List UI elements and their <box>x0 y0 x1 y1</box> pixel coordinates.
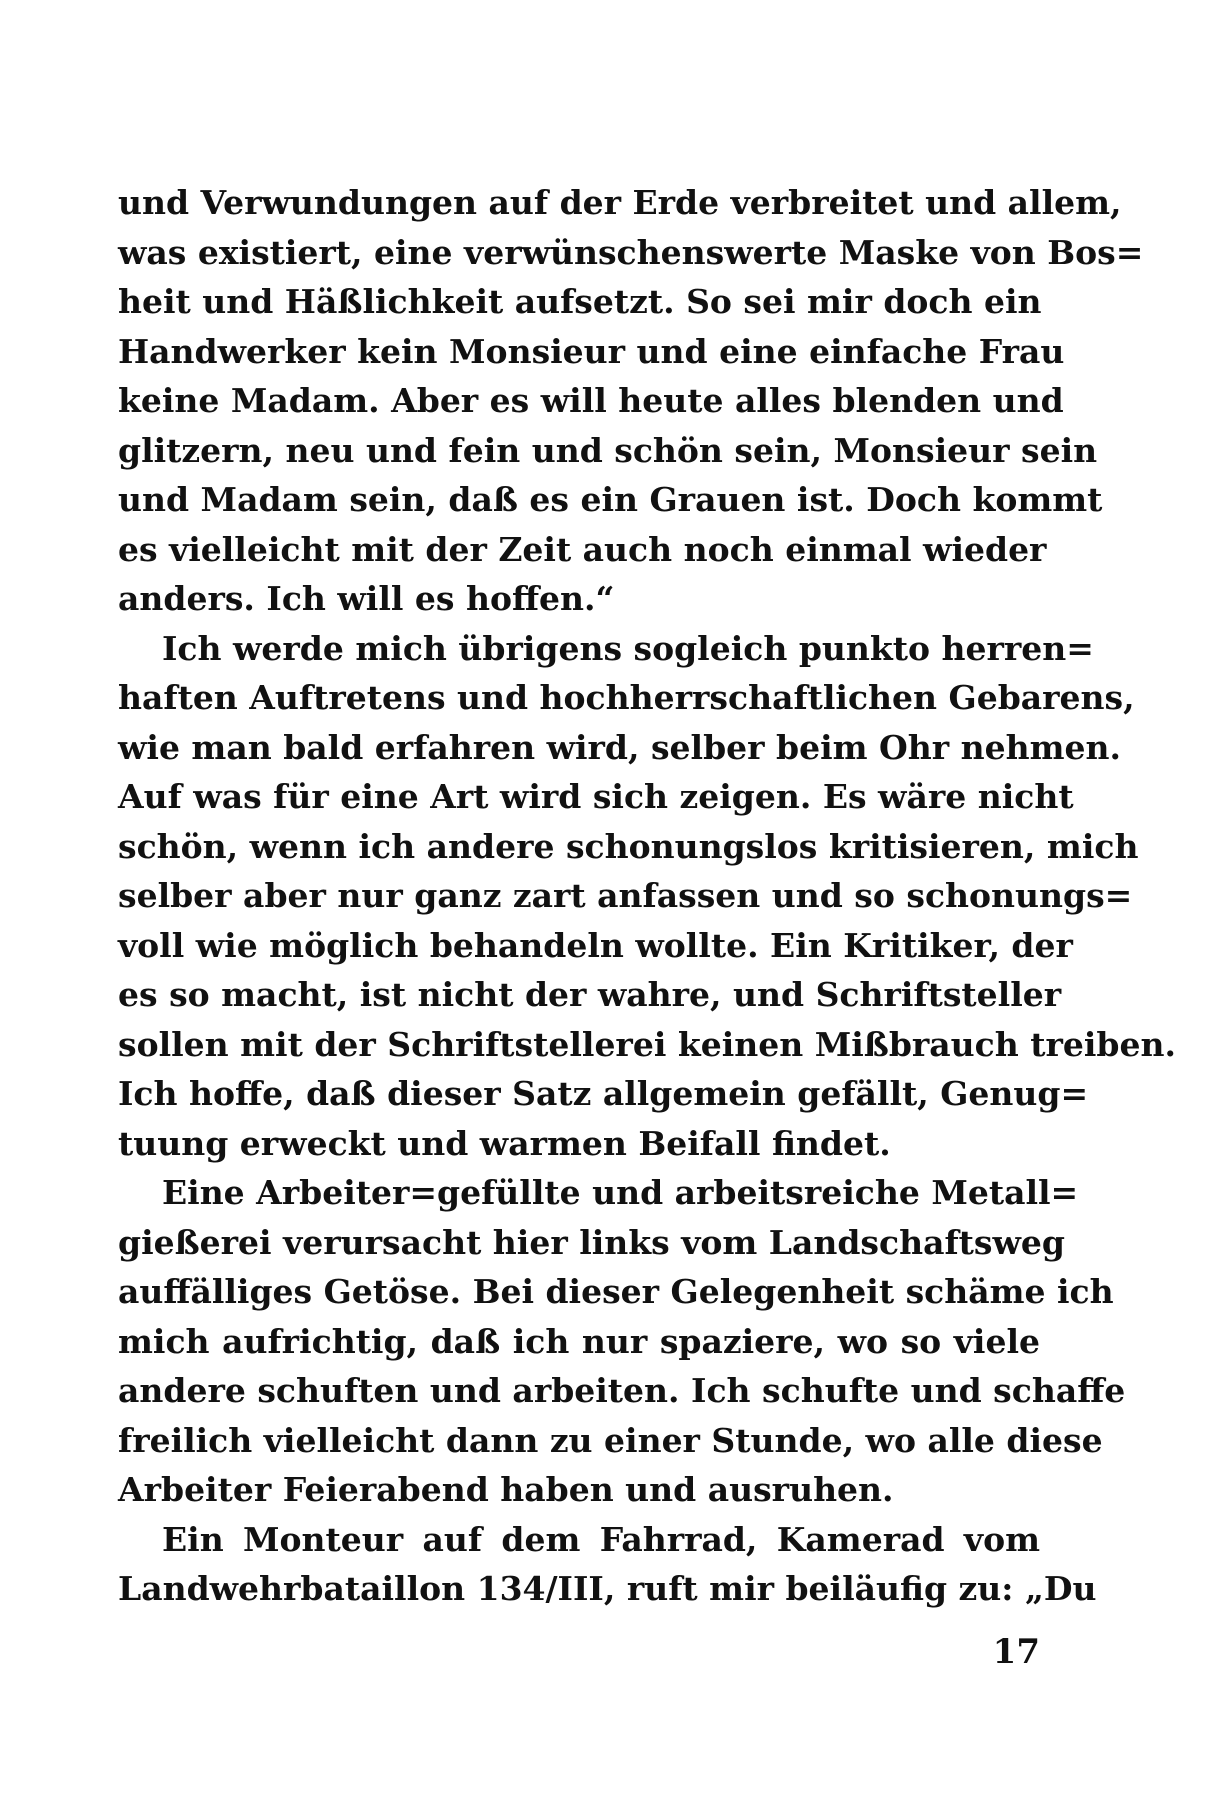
text-line: keine Madam. Aber es will heute alles blenden und <box>118 381 1064 420</box>
text-line: es so macht, ist nicht der wahre, und Schriftsteller <box>118 975 1062 1014</box>
text-line: Arbeiter Feierabend haben und ausruhen. <box>118 1470 894 1509</box>
text-line: schön, wenn ich andere schonungslos kritisieren, mich <box>118 826 1139 866</box>
text-line: haften Auftretens und hochherrschaftlichen Gebarens, <box>118 678 1135 717</box>
text-line: Ich hoffe, daß dieser Satz allgemein gefällt, Genug= <box>118 1074 1089 1113</box>
text-line: glitzern, neu und fein und schön sein, Monsieur sein <box>118 430 1098 470</box>
text-line: was existiert, eine verwünschenswerte Maske von Bos= <box>118 232 1144 272</box>
paragraph <box>118 1515 1097 1614</box>
text-line: und Verwundungen auf der Erde verbreitet und allem, <box>118 183 1122 222</box>
text-line: Auf was für eine Art wird sich zeigen. Es wäre nicht <box>118 777 1074 816</box>
text-line: voll wie möglich behandeln wollte. Ein Kritiker, der <box>118 925 1073 965</box>
text-line: Eine Arbeiter=gefüllte und arbeitsreiche Metall= <box>162 1173 1079 1212</box>
text-line: andere schuften und arbeiten. Ich schufte und schaffe <box>118 1371 1126 1410</box>
body-text <box>118 178 1176 1614</box>
text-line: heit und Häßlichkeit aufsetzt. So sei mir doch ein <box>118 282 1042 321</box>
text-line: gießerei verursacht hier links vom Landschaftsweg <box>118 1222 1065 1262</box>
text-line: anders. Ich will es hoffen.“ <box>118 579 615 618</box>
text-line: auffälliges Getöse. Bei dieser Gelegenheit schäme ich <box>118 1272 1114 1311</box>
paragraph <box>118 1168 1126 1515</box>
text-line: tuung erweckt und warmen Beifall findet. <box>118 1123 891 1163</box>
text-line: Ich werde mich übrigens sogleich punkto herren= <box>162 628 1094 668</box>
text-line: und Madam sein, daß es ein Grauen ist. Doch kommt <box>118 480 1103 519</box>
paragraph <box>118 624 1176 1169</box>
text-line: Handwerker kein Monsieur und eine einfache Frau <box>118 331 1065 371</box>
text-line: mich aufrichtig, daß ich nur spaziere, wo so viele <box>118 1321 1040 1361</box>
text-line: Ein Monteur auf dem Fahrrad, Kamerad vom <box>162 1519 1040 1559</box>
text-line: freilich vielleicht dann zu einer Stunde, wo alle diese <box>118 1420 1103 1460</box>
text-line: wie man bald erfahren wird, selber beim Ohr nehmen. <box>118 727 1122 767</box>
text-line: es vielleicht mit der Zeit auch noch einmal wieder <box>118 529 1047 569</box>
text-line: selber aber nur ganz zart anfassen und so schonungs= <box>118 876 1133 915</box>
paragraph <box>118 178 1144 624</box>
page-number: 17 <box>992 1632 1040 1672</box>
text-line: sollen mit der Schriftstellerei keinen Mißbrauch treiben. <box>118 1024 1176 1064</box>
text-line: Landwehrbataillon 134/III, ruft mir beiläufig zu: „Du <box>118 1569 1097 1608</box>
